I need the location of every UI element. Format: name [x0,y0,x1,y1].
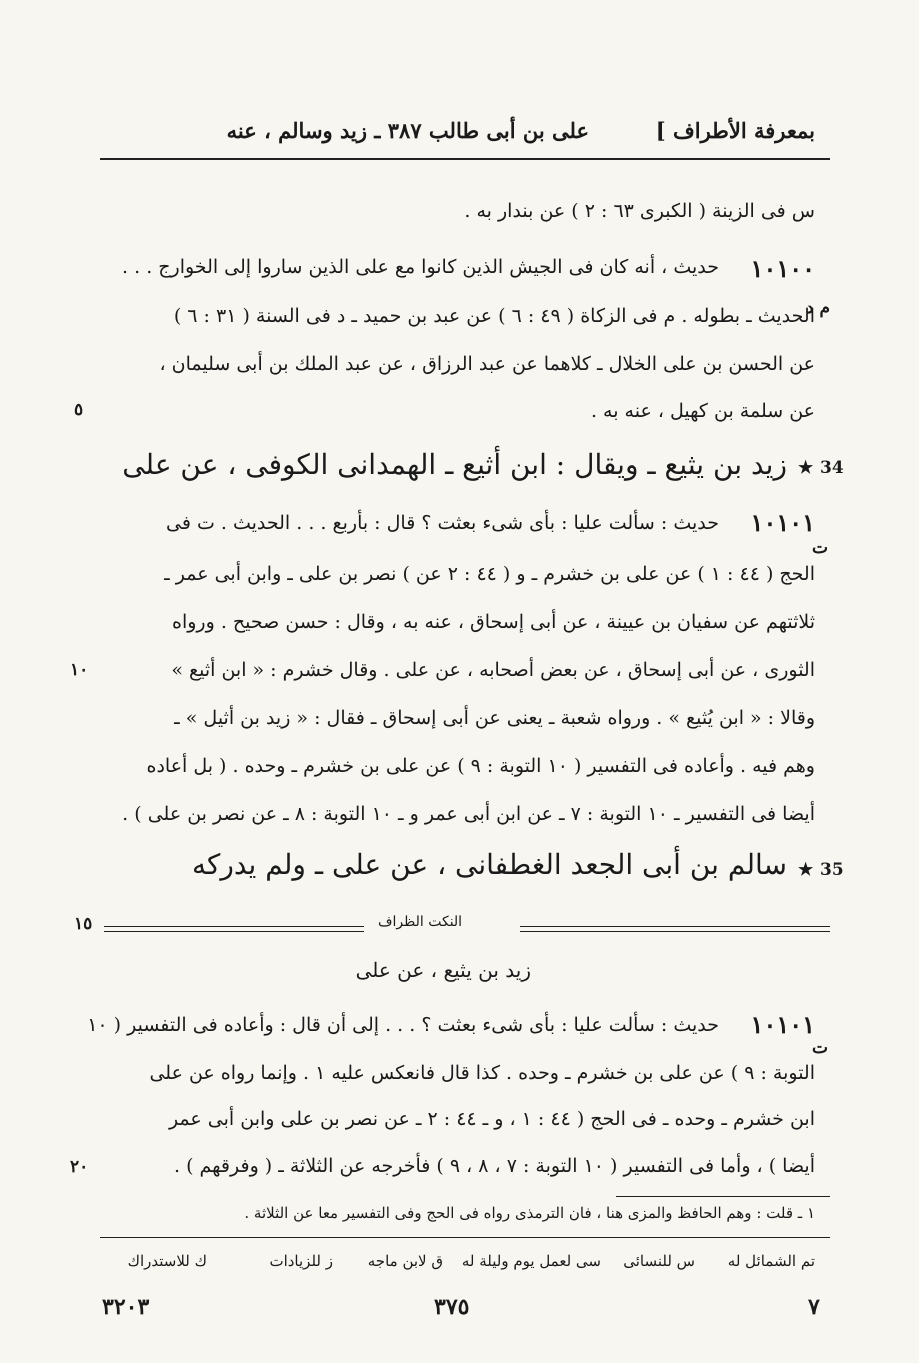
hadith-number-10101: ١٠١٠١ [750,508,815,537]
text-line-15: ابن خشرم ـ وحده ـ فى الحج ( ٤٤ : ١ ، و ـ ٤٤ : ٢ ـ عن نصر بن على وابن أبى عمر [168,1108,815,1130]
text-line-14: التوبة : ٩ ) عن على بن خشرم ـ وحده . كذا قال فانعكس عليه ١ . وإنما رواه عن على [149,1062,815,1084]
separator-left-2 [104,931,364,932]
folio-center: ٣٧٥ [434,1294,470,1320]
text-line-5: عن سلمة بن كهيل ، عنه به . [590,400,815,422]
footnote: ١ ـ قلت : وهم الحافظ والمزى هنا ، فان الترمذى رواه فى الحج وفى التفسير معا عن الثلاثة . [244,1204,815,1222]
legend-item-4: ق لابن ماجه [367,1252,443,1270]
header-right: بمعرفة الأطراف ] [655,118,815,143]
text-line-16: أيضا ) ، وأما فى التفسير ( ١٠ التوبة : ٧ ، ٨ ، ٩ ) فأخرجه عن الثلاثة ـ ( وفرقهم ) . [173,1155,815,1177]
legend-item-2: س للنسائى [623,1252,695,1270]
separator-right-1 [520,926,830,927]
margin-line-5: ٥ [74,400,84,420]
margin-line-15: ١٥ [74,914,93,934]
margin-line-20: ٢٠ [70,1157,89,1177]
hadith-number-10100: ١٠١٠٠ [750,254,815,283]
section-35-title: سالم بن أبى الجعد الغطفانى ، عن على ـ ولم يدركه [192,848,787,881]
siglum-t-2: ت [812,1038,829,1058]
hadith-number-10101-b: ١٠١٠١ [750,1010,815,1039]
text-line-11: وهم فيه . وأعاده فى التفسير ( ١٠ التوبة : ٩ ) عن على بن خشرم ـ وحده . ( بل أعاده [146,755,815,777]
folio-right: ٧ [808,1294,820,1320]
footnote-rule [616,1196,830,1197]
margin-line-10: ١٠ [70,660,89,680]
nukat-label: النكت الظراف [378,914,463,930]
legend-item-3: سى لعمل يوم وليلة له [461,1252,601,1270]
header-center: على بن أبى طالب ٣٨٧ ـ زيد وسالم ، عنه [226,118,589,143]
legend-item-5: ز للزيادات [269,1252,333,1270]
section-35-number: 35 [820,860,844,880]
section-35-star: ★ [798,860,814,880]
text-line-12: أيضا فى التفسير ـ ١٠ التوبة : ٧ ـ عن ابن أبى عمر و ـ ١٠ التوبة : ٨ ـ عن نصر بن على ) . [122,803,815,825]
text-line-8: ثلاثتهم عن سفيان بن عيينة ، عن أبى إسحاق ، عنه به ، وقال : حسن صحيح . ورواه [172,611,815,633]
text-line-7: الحج ( ٤٤ : ١ ) عن على بن خشرم ـ و ( ٤٤ : ٢ عن ) نصر بن على ـ وابن أبى عمر ـ [164,563,815,585]
text-line-13: حديث : سألت عليا : بأى شىء بعثت ؟ . . . إلى أن قال : وأعاده فى التفسير ( ١٠ [87,1014,719,1036]
text-line-6: حديث : سألت عليا : بأى شىء بعثت ؟ قال : بأربع . . . الحديث . ت فى [166,512,719,534]
legend-item-6: ك للاستدراك [127,1252,207,1270]
separator-left-1 [104,926,364,927]
legend-item-1: تم الشمائل له [727,1252,815,1270]
header-rule [100,158,830,160]
siglum-md: م د [806,298,831,318]
text-line-1: س فى الزينة ( الكبرى ٦٣ : ٢ ) عن بندار به . [464,200,815,222]
section-34-number: 34 [820,458,844,478]
text-line-3: الحديث ـ بطوله . م فى الزكاة ( ٤٩ : ٦ ) عن عبد بن حميد ـ د فى السنة ( ٣١ : ٦ ) [173,305,815,327]
text-line-9: الثورى ، عن أبى إسحاق ، عن بعض أصحابه ، عن على . وقال خشرم : « ابن أثيع » [171,659,815,681]
section-34-star: ★ [798,458,814,478]
text-line-10: وقالا : « ابن يُثيع » . ورواه شعبة ـ يعنى عن أبى إسحاق ـ فقال : « زيد بن أثيل » ـ [174,707,815,729]
folio-left: ٣٢٠٣ [102,1294,150,1320]
section-34-title: زيد بن يثيع ـ ويقال : ابن أثيع ـ الهمدانى الكوفى ، عن على [122,448,787,481]
legend-rule [100,1237,830,1238]
subsection-title: زيد بن يثيع ، عن على [355,958,531,982]
separator-right-2 [520,931,830,932]
siglum-t-1: ت [812,538,829,558]
text-line-4: عن الحسن بن على الخلال ـ كلاهما عن عبد الرزاق ، عن عبد الملك بن أبى سليمان ، [159,353,815,375]
text-line-2: حديث ، أنه كان فى الجيش الذين كانوا مع على الذين ساروا إلى الخوارج . . . [122,256,719,278]
